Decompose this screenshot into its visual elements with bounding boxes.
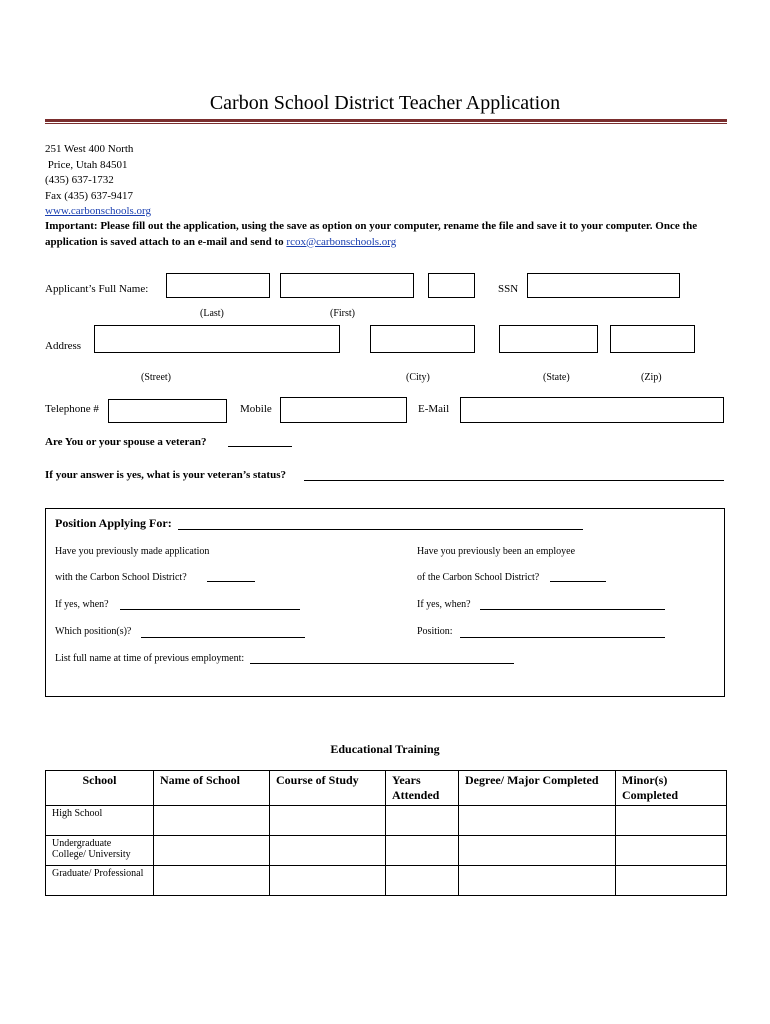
position-label: Position Applying For:: [55, 516, 172, 530]
page-title: Carbon School District Teacher Application: [209, 92, 561, 114]
first-caption: (First): [330, 308, 355, 319]
zip-field[interactable]: [610, 325, 695, 353]
address-label: Address: [45, 340, 82, 352]
contact-street: 251 West 400 North: [45, 143, 134, 155]
important-text: Please fill out the application, using the save as option on your computer, rename the file and save it to your computer. Once the application is saved attach to an e-mail and send to: [45, 220, 698, 248]
last-caption: (Last): [200, 308, 224, 319]
if-yes-when-right: If yes, when?: [417, 599, 471, 610]
header-minors: Minor(s) Completed: [616, 771, 727, 806]
header-school: School: [46, 771, 154, 806]
mobile-label: Mobile: [240, 403, 272, 415]
veteran-status-line[interactable]: [304, 480, 724, 481]
header-degree-major: Degree/ Major Completed: [459, 771, 616, 806]
table-cell[interactable]: [270, 836, 386, 866]
email-label: E-Mail: [418, 403, 450, 415]
email-field[interactable]: [460, 397, 724, 423]
table-cell[interactable]: [154, 836, 270, 866]
table-cell[interactable]: [616, 866, 727, 896]
table-cell[interactable]: [459, 836, 616, 866]
title-rule-thin: [45, 123, 727, 124]
table-cell[interactable]: [270, 806, 386, 836]
mobile-field[interactable]: [280, 397, 407, 423]
city-caption: (City): [406, 372, 430, 383]
position-panel: [45, 508, 725, 697]
table-row: [46, 806, 727, 836]
important-label: Important:: [45, 220, 98, 232]
prev-app-answer-line[interactable]: [207, 581, 255, 582]
title-rule: [45, 119, 727, 122]
row-label-high-school: High School: [46, 806, 154, 836]
important-notice: [45, 219, 727, 250]
ssn-field[interactable]: [527, 273, 680, 298]
table-cell[interactable]: [154, 866, 270, 896]
contact-phone: (435) 637-1732: [45, 174, 114, 186]
full-name-line[interactable]: [250, 663, 514, 664]
table-cell[interactable]: [459, 806, 616, 836]
when-right-line[interactable]: [480, 609, 665, 610]
city-field[interactable]: [370, 325, 475, 353]
first-name-field[interactable]: [280, 273, 414, 298]
middle-initial-field[interactable]: [428, 273, 475, 298]
telephone-label: Telephone #: [45, 403, 99, 415]
telephone-field[interactable]: [108, 399, 227, 423]
row-label-undergraduate: Undergraduate College/ University: [46, 836, 154, 866]
position-held-label: Position:: [417, 626, 453, 637]
email-link[interactable]: rcox@carbonschools.org: [286, 235, 397, 248]
table-row: [46, 866, 727, 896]
state-field[interactable]: [499, 325, 598, 353]
state-caption: (State): [543, 372, 570, 383]
table-cell[interactable]: [386, 866, 459, 896]
contact-fax: Fax (435) 637-9417: [45, 189, 133, 202]
header-course-of-study: Course of Study: [270, 771, 386, 806]
contact-block: [45, 142, 151, 220]
when-left-line[interactable]: [120, 609, 300, 610]
table-row: [46, 836, 727, 866]
veteran-status-question: If your answer is yes, what is your veteran’s status?: [45, 469, 286, 481]
header-name-of-school: Name of School: [154, 771, 270, 806]
table-cell[interactable]: [386, 806, 459, 836]
veteran-answer-line[interactable]: [228, 446, 292, 447]
zip-caption: (Zip): [641, 372, 662, 383]
position-held-line[interactable]: [460, 637, 665, 638]
prev-emp-answer-line[interactable]: [550, 581, 606, 582]
contact-city: Price, Utah 84501: [45, 158, 128, 171]
row-label-graduate: Graduate/ Professional: [46, 866, 154, 896]
website-link[interactable]: www.carbonschools.org: [45, 205, 152, 217]
which-positions-label: Which position(s)?: [55, 626, 132, 637]
prev-app-line1: Have you previously made application: [55, 546, 210, 557]
last-name-field[interactable]: [166, 273, 270, 298]
full-name-label: List full name at time of previous employment:: [55, 653, 245, 664]
table-cell[interactable]: [270, 866, 386, 896]
table-cell[interactable]: [616, 836, 727, 866]
veteran-question: Are You or your spouse a veteran?: [45, 436, 207, 448]
education-header-row: [46, 771, 727, 806]
education-table: [45, 770, 727, 896]
prev-app-line2: with the Carbon School District?: [55, 572, 187, 583]
table-cell[interactable]: [386, 836, 459, 866]
street-caption: (Street): [141, 372, 171, 383]
education-heading: Educational Training: [330, 742, 440, 756]
if-yes-when-left: If yes, when?: [55, 599, 109, 610]
which-positions-line[interactable]: [141, 637, 305, 638]
prev-emp-line2: of the Carbon School District?: [417, 572, 540, 583]
table-cell[interactable]: [154, 806, 270, 836]
header-years-attended: Years Attended: [386, 771, 459, 806]
street-field[interactable]: [94, 325, 340, 353]
prev-emp-line1: Have you previously been an employee: [417, 546, 576, 557]
applicant-name-label: Applicant’s Full Name:: [45, 283, 149, 295]
ssn-label: SSN: [498, 283, 519, 295]
table-cell[interactable]: [459, 866, 616, 896]
position-line[interactable]: [178, 529, 583, 530]
table-cell[interactable]: [616, 806, 727, 836]
